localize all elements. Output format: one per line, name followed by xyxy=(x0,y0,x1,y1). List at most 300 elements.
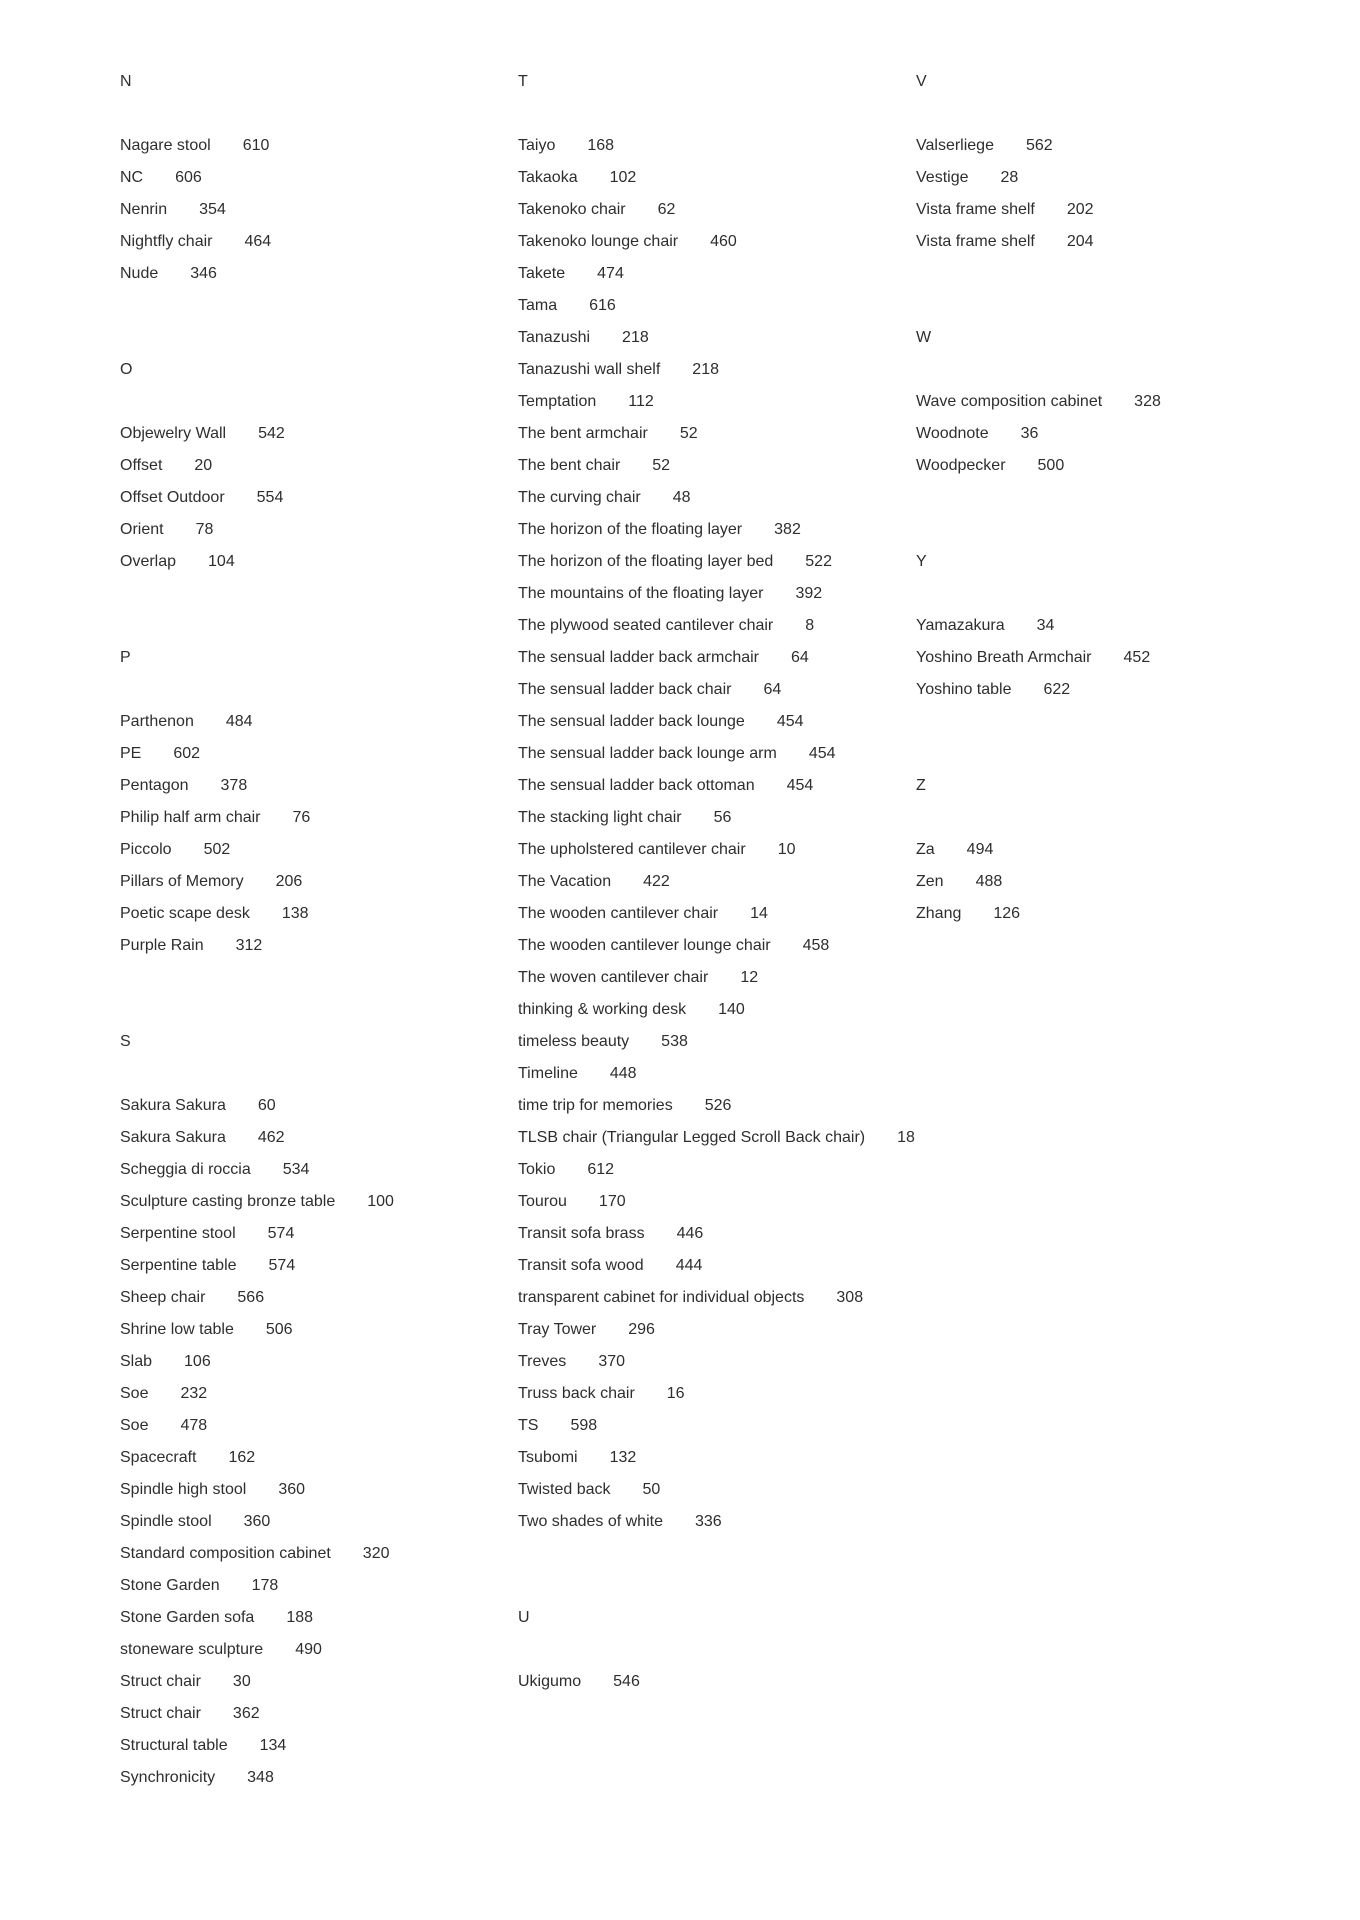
index-entry xyxy=(518,1090,731,1122)
section-letter: W xyxy=(916,329,932,346)
index-entry xyxy=(120,866,302,898)
index-entry xyxy=(120,1186,394,1218)
entry-page-number: 162 xyxy=(228,1449,256,1466)
entry-name: The woven cantilever chair xyxy=(518,969,709,986)
index-entry xyxy=(120,930,262,962)
entry-page-number: 178 xyxy=(251,1577,279,1594)
entry-name: Orient xyxy=(120,521,164,538)
entry-page-number: 52 xyxy=(652,457,671,474)
entry-page-number: 500 xyxy=(1037,457,1065,474)
index-entry xyxy=(518,1186,626,1218)
index-entry xyxy=(120,162,202,194)
index-entry xyxy=(518,258,624,290)
entry-name: Ukigumo xyxy=(518,1673,582,1690)
entry-page-number: 546 xyxy=(613,1673,640,1690)
index-entry xyxy=(120,1570,278,1602)
entry-page-number: 202 xyxy=(1066,201,1094,218)
index-entry xyxy=(518,738,836,770)
entry-name: The mountains of the floating layer xyxy=(518,585,764,602)
entry-name: thinking & working desk xyxy=(518,1001,687,1018)
index-entry xyxy=(518,1026,688,1058)
entry-name: The sensual ladder back chair xyxy=(518,681,732,698)
section-letter: V xyxy=(916,73,927,90)
index-entry xyxy=(518,162,636,194)
entry-name: Tourou xyxy=(518,1193,567,1210)
entry-name: Two shades of white xyxy=(518,1513,663,1530)
entry-page-number: 616 xyxy=(589,297,616,314)
entry-name: TLSB chair (Triangular Legged Scroll Back chair) xyxy=(518,1129,866,1146)
entry-name: Twisted back xyxy=(518,1481,611,1498)
entry-page-number: 218 xyxy=(692,361,719,378)
index-entry xyxy=(120,1602,313,1634)
entry-name: Treves xyxy=(518,1353,567,1370)
entry-name: Takenoko lounge chair xyxy=(518,233,679,250)
entry-page-number: 522 xyxy=(805,553,832,570)
entry-page-number: 446 xyxy=(676,1225,704,1242)
index-entry xyxy=(916,866,1002,898)
entry-name: The sensual ladder back armchair xyxy=(518,649,760,666)
entry-page-number: 62 xyxy=(657,201,676,218)
index-entry xyxy=(120,1762,274,1794)
index-entry xyxy=(120,1506,270,1538)
index-entry xyxy=(120,1250,295,1282)
index-entry xyxy=(518,1282,863,1314)
index-entry xyxy=(518,1410,597,1442)
entry-name: The wooden cantilever lounge chair xyxy=(518,937,771,954)
entry-page-number: 452 xyxy=(1123,649,1151,666)
entry-page-number: 506 xyxy=(265,1321,293,1338)
entry-name: Transit sofa brass xyxy=(518,1225,645,1242)
entry-page-number: 34 xyxy=(1036,617,1055,634)
entry-name: Nude xyxy=(120,265,159,282)
entry-page-number: 494 xyxy=(966,841,994,858)
index-entry xyxy=(518,1474,660,1506)
entry-name: Tsubomi xyxy=(518,1449,578,1466)
index-entry xyxy=(120,706,253,738)
entry-name: The sensual ladder back ottoman xyxy=(518,777,755,794)
index-entry xyxy=(916,834,993,866)
entry-page-number: 312 xyxy=(235,937,263,954)
entry-name: Vista frame shelf xyxy=(916,201,1035,218)
index-entry xyxy=(120,1538,390,1570)
entry-page-number: 566 xyxy=(237,1289,265,1306)
index-entry xyxy=(916,450,1064,482)
index-entry xyxy=(518,578,822,610)
entry-page-number: 188 xyxy=(286,1609,314,1626)
entry-page-number: 360 xyxy=(243,1513,271,1530)
entry-name: stoneware sculpture xyxy=(120,1641,264,1658)
entry-page-number: 48 xyxy=(672,489,691,506)
entry-name: Objewelry Wall xyxy=(120,425,227,442)
entry-page-number: 562 xyxy=(1025,137,1053,154)
index-entry xyxy=(120,1346,211,1378)
index-entry xyxy=(518,322,649,354)
entry-page-number: 60 xyxy=(257,1097,276,1114)
entry-name: Structural table xyxy=(120,1737,228,1754)
entry-name: PE xyxy=(120,745,142,762)
index-entry xyxy=(518,1666,640,1698)
index-entry xyxy=(518,514,801,546)
entry-name: The horizon of the floating layer xyxy=(518,521,743,538)
index-entry xyxy=(518,642,809,674)
entry-name: Takenoko chair xyxy=(518,201,626,218)
entry-page-number: 8 xyxy=(805,617,815,634)
entry-page-number: 354 xyxy=(199,201,226,218)
entry-page-number: 36 xyxy=(1020,425,1039,442)
entry-page-number: 370 xyxy=(598,1353,626,1370)
entry-name: Sheep chair xyxy=(120,1289,206,1306)
entry-name: Synchronicity xyxy=(120,1769,216,1786)
index-entry xyxy=(120,802,310,834)
index-entry xyxy=(518,1250,702,1282)
entry-name: Pentagon xyxy=(120,777,189,794)
entry-name: Standard composition cabinet xyxy=(120,1545,331,1562)
entry-name: The horizon of the floating layer bed xyxy=(518,553,774,570)
index-entry xyxy=(120,834,230,866)
index-entry xyxy=(518,994,745,1026)
index-entry xyxy=(120,130,269,162)
entry-page-number: 296 xyxy=(628,1321,655,1338)
entry-page-number: 132 xyxy=(609,1449,637,1466)
entry-name: Stone Garden xyxy=(120,1577,220,1594)
index-entry xyxy=(518,194,675,226)
entry-name: The stacking light chair xyxy=(518,809,682,826)
entry-page-number: 574 xyxy=(267,1225,295,1242)
index-entry xyxy=(518,1058,637,1090)
entry-page-number: 460 xyxy=(710,233,737,250)
entry-name: Sakura Sakura xyxy=(120,1129,226,1146)
index-entry xyxy=(120,482,283,514)
index-entry xyxy=(518,1314,655,1346)
entry-page-number: 606 xyxy=(175,169,202,186)
entry-page-number: 454 xyxy=(808,745,836,762)
entry-page-number: 602 xyxy=(173,745,201,762)
entry-page-number: 444 xyxy=(675,1257,703,1274)
entry-name: Philip half arm chair xyxy=(120,809,261,826)
entry-page-number: 30 xyxy=(232,1673,251,1690)
entry-name: Taiyo xyxy=(518,137,556,154)
entry-name: Spindle high stool xyxy=(120,1481,247,1498)
index-entry xyxy=(120,1410,207,1442)
index-entry xyxy=(916,898,1020,930)
entry-page-number: 64 xyxy=(763,681,782,698)
entry-name: Tanazushi wall shelf xyxy=(518,361,661,378)
entry-name: transparent cabinet for individual objects xyxy=(518,1289,805,1306)
index-entry xyxy=(518,834,795,866)
entry-page-number: 232 xyxy=(180,1385,208,1402)
index-entry xyxy=(120,738,200,770)
entry-page-number: 422 xyxy=(643,873,670,890)
index-entry xyxy=(916,226,1094,258)
index-entry xyxy=(120,1634,322,1666)
entry-page-number: 526 xyxy=(704,1097,732,1114)
index-entry xyxy=(120,450,212,482)
entry-name: TS xyxy=(518,1417,539,1434)
entry-name: NC xyxy=(120,169,144,186)
entry-name: Tanazushi xyxy=(518,329,591,346)
entry-name: Offset Outdoor xyxy=(120,489,225,506)
entry-page-number: 346 xyxy=(190,265,217,282)
index-entry xyxy=(916,194,1094,226)
entry-name: Sakura Sakura xyxy=(120,1097,226,1114)
entry-name: Valserliege xyxy=(916,137,994,154)
index-entry xyxy=(916,610,1054,642)
section-letter: Z xyxy=(916,777,926,794)
entry-page-number: 488 xyxy=(975,873,1003,890)
index-entry xyxy=(120,194,226,226)
index-entry xyxy=(518,930,829,962)
entry-page-number: 52 xyxy=(679,425,698,442)
index-entry xyxy=(916,386,1161,418)
entry-name: The sensual ladder back lounge xyxy=(518,713,745,730)
entry-page-number: 204 xyxy=(1066,233,1094,250)
index-entry xyxy=(518,226,737,258)
entry-page-number: 206 xyxy=(275,873,303,890)
entry-name: The bent chair xyxy=(518,457,621,474)
entry-page-number: 126 xyxy=(993,905,1021,922)
index-entry xyxy=(518,290,616,322)
index-entry xyxy=(120,1474,305,1506)
index-entry xyxy=(120,1442,255,1474)
entry-page-number: 138 xyxy=(281,905,309,922)
entry-name: timeless beauty xyxy=(518,1033,630,1050)
entry-name: Nenrin xyxy=(120,201,168,218)
entry-page-number: 598 xyxy=(570,1417,598,1434)
entry-name: The Vacation xyxy=(518,873,612,890)
index-entry xyxy=(120,226,271,258)
entry-page-number: 78 xyxy=(195,521,214,538)
entry-name: Shrine low table xyxy=(120,1321,234,1338)
entry-page-number: 538 xyxy=(661,1033,688,1050)
index-entry xyxy=(518,546,832,578)
entry-page-number: 12 xyxy=(740,969,759,986)
entry-name: Zen xyxy=(916,873,944,890)
entry-page-number: 490 xyxy=(295,1641,322,1658)
index-entry xyxy=(518,354,719,386)
index-entry xyxy=(120,1730,286,1762)
index-entry xyxy=(518,1218,703,1250)
entry-page-number: 320 xyxy=(362,1545,390,1562)
index-entry xyxy=(916,642,1150,674)
index-entry xyxy=(120,546,235,578)
entry-name: The bent armchair xyxy=(518,425,648,442)
index-entry xyxy=(518,770,813,802)
entry-name: Serpentine stool xyxy=(120,1225,236,1242)
entry-name: The wooden cantilever chair xyxy=(518,905,719,922)
entry-name: Scheggia di roccia xyxy=(120,1161,251,1178)
entry-page-number: 134 xyxy=(259,1737,287,1754)
index-entry xyxy=(120,898,309,930)
index-entry xyxy=(120,1666,251,1698)
entry-page-number: 328 xyxy=(1134,393,1161,410)
entry-page-number: 348 xyxy=(247,1769,274,1786)
entry-name: Tama xyxy=(518,297,558,314)
index-entry xyxy=(120,1378,207,1410)
index-entry xyxy=(518,706,804,738)
section-letter: T xyxy=(518,73,528,90)
entry-name: Stone Garden sofa xyxy=(120,1609,255,1626)
entry-page-number: 16 xyxy=(666,1385,685,1402)
entry-name: Soe xyxy=(120,1385,149,1402)
index-entry xyxy=(916,418,1038,450)
entry-page-number: 170 xyxy=(598,1193,626,1210)
entry-page-number: 308 xyxy=(836,1289,864,1306)
entry-page-number: 478 xyxy=(180,1417,208,1434)
entry-page-number: 502 xyxy=(203,841,231,858)
entry-name: The sensual ladder back lounge arm xyxy=(518,745,777,762)
entry-page-number: 10 xyxy=(777,841,796,858)
entry-name: Wave composition cabinet xyxy=(916,393,1103,410)
entry-name: Zhang xyxy=(916,905,962,922)
index-entry xyxy=(518,1442,636,1474)
entry-name: Truss back chair xyxy=(518,1385,635,1402)
index-entry xyxy=(120,514,213,546)
index-entry xyxy=(120,418,285,450)
entry-page-number: 102 xyxy=(609,169,637,186)
section-letter: U xyxy=(518,1609,530,1626)
entry-name: Takete xyxy=(518,265,566,282)
index-entry xyxy=(120,1090,276,1122)
entry-name: Struct chair xyxy=(120,1673,201,1690)
entry-page-number: 106 xyxy=(184,1353,211,1370)
entry-name: Poetic scape desk xyxy=(120,905,250,922)
entry-name: Yoshino Breath Armchair xyxy=(916,649,1092,666)
entry-page-number: 112 xyxy=(628,393,654,410)
entry-page-number: 104 xyxy=(208,553,235,570)
entry-name: Soe xyxy=(120,1417,149,1434)
index-entry xyxy=(518,386,654,418)
index-entry xyxy=(518,1122,915,1154)
entry-page-number: 14 xyxy=(750,905,768,922)
index-entry xyxy=(518,674,781,706)
index-entry xyxy=(518,898,768,930)
section-letter: N xyxy=(120,73,132,90)
index-entry xyxy=(120,1314,293,1346)
entry-page-number: 336 xyxy=(694,1513,722,1530)
entry-page-number: 462 xyxy=(257,1129,285,1146)
entry-page-number: 454 xyxy=(776,713,804,730)
entry-name: Yamazakura xyxy=(916,617,1005,634)
index-entry xyxy=(916,674,1070,706)
entry-page-number: 76 xyxy=(292,809,311,826)
entry-name: Spacecraft xyxy=(120,1449,197,1466)
entry-page-number: 484 xyxy=(225,713,253,730)
entry-name: Nagare stool xyxy=(120,137,211,154)
entry-name: Offset xyxy=(120,457,163,474)
entry-page-number: 50 xyxy=(642,1481,661,1498)
entry-name: Purple Rain xyxy=(120,937,204,954)
entry-page-number: 362 xyxy=(232,1705,260,1722)
section-letter: S xyxy=(120,1033,131,1050)
entry-name: Transit sofa wood xyxy=(518,1257,644,1274)
index-entry xyxy=(518,1378,685,1410)
entry-name: Za xyxy=(916,841,935,858)
entry-page-number: 454 xyxy=(786,777,814,794)
entry-name: time trip for memories xyxy=(518,1097,673,1114)
index-entry xyxy=(518,866,670,898)
entry-page-number: 458 xyxy=(802,937,830,954)
entry-name: Vista frame shelf xyxy=(916,233,1035,250)
entry-name: Tokio xyxy=(518,1161,556,1178)
entry-page-number: 18 xyxy=(897,1129,915,1146)
entry-page-number: 622 xyxy=(1043,681,1071,698)
entry-name: Tray Tower xyxy=(518,1321,597,1338)
entry-name: Timeline xyxy=(518,1065,578,1082)
section-letter: P xyxy=(120,649,131,666)
entry-name: Woodpecker xyxy=(916,457,1006,474)
entry-page-number: 140 xyxy=(718,1001,745,1018)
entry-page-number: 554 xyxy=(256,489,284,506)
section-letter: O xyxy=(120,361,133,378)
index-entry xyxy=(518,1506,722,1538)
entry-page-number: 64 xyxy=(791,649,809,666)
index-entry xyxy=(518,450,670,482)
entry-page-number: 534 xyxy=(282,1161,310,1178)
index-entry xyxy=(518,802,731,834)
index-entry xyxy=(120,1282,264,1314)
entry-page-number: 382 xyxy=(774,521,801,538)
entry-page-number: 218 xyxy=(622,329,649,346)
entry-page-number: 542 xyxy=(258,425,285,442)
entry-page-number: 168 xyxy=(587,137,615,154)
index-entry xyxy=(518,482,691,514)
entry-page-number: 464 xyxy=(244,233,272,250)
entry-page-number: 20 xyxy=(194,457,213,474)
index-entry xyxy=(120,1154,309,1186)
entry-name: Pillars of Memory xyxy=(120,873,244,890)
entry-name: Yoshino table xyxy=(916,681,1012,698)
index-entry xyxy=(518,1346,625,1378)
entry-page-number: 612 xyxy=(587,1161,615,1178)
entry-name: The upholstered cantilever chair xyxy=(518,841,746,858)
entry-page-number: 360 xyxy=(278,1481,306,1498)
entry-name: Struct chair xyxy=(120,1705,201,1722)
entry-name: Overlap xyxy=(120,553,177,570)
index-entry xyxy=(120,258,217,290)
entry-page-number: 448 xyxy=(609,1065,637,1082)
entry-name: The curving chair xyxy=(518,489,641,506)
index-entry xyxy=(916,130,1053,162)
index-entry xyxy=(518,1154,614,1186)
entry-name: Takaoka xyxy=(518,169,578,186)
entry-name: Serpentine table xyxy=(120,1257,237,1274)
index-entry xyxy=(518,610,814,642)
entry-name: Woodnote xyxy=(916,425,989,442)
index-entry xyxy=(518,962,758,994)
section-letter: Y xyxy=(916,553,927,570)
entry-page-number: 392 xyxy=(795,585,823,602)
entry-page-number: 574 xyxy=(268,1257,296,1274)
entry-name: Spindle stool xyxy=(120,1513,212,1530)
index-entry xyxy=(120,1122,285,1154)
entry-name: Parthenon xyxy=(120,713,194,730)
entry-page-number: 474 xyxy=(597,265,624,282)
index-entry xyxy=(916,162,1018,194)
entry-page-number: 100 xyxy=(367,1193,394,1210)
entry-page-number: 610 xyxy=(242,137,270,154)
entry-name: The plywood seated cantilever chair xyxy=(518,617,774,634)
entry-name: Slab xyxy=(120,1353,153,1370)
index-entry xyxy=(120,770,247,802)
entry-name: Temptation xyxy=(518,393,597,410)
entry-name: Vestige xyxy=(916,169,969,186)
index-entry xyxy=(120,1218,294,1250)
index-entry xyxy=(518,130,614,162)
entry-page-number: 378 xyxy=(220,777,248,794)
index-entry xyxy=(120,1698,260,1730)
index-entry xyxy=(518,418,698,450)
entry-name: Nightfly chair xyxy=(120,233,213,250)
